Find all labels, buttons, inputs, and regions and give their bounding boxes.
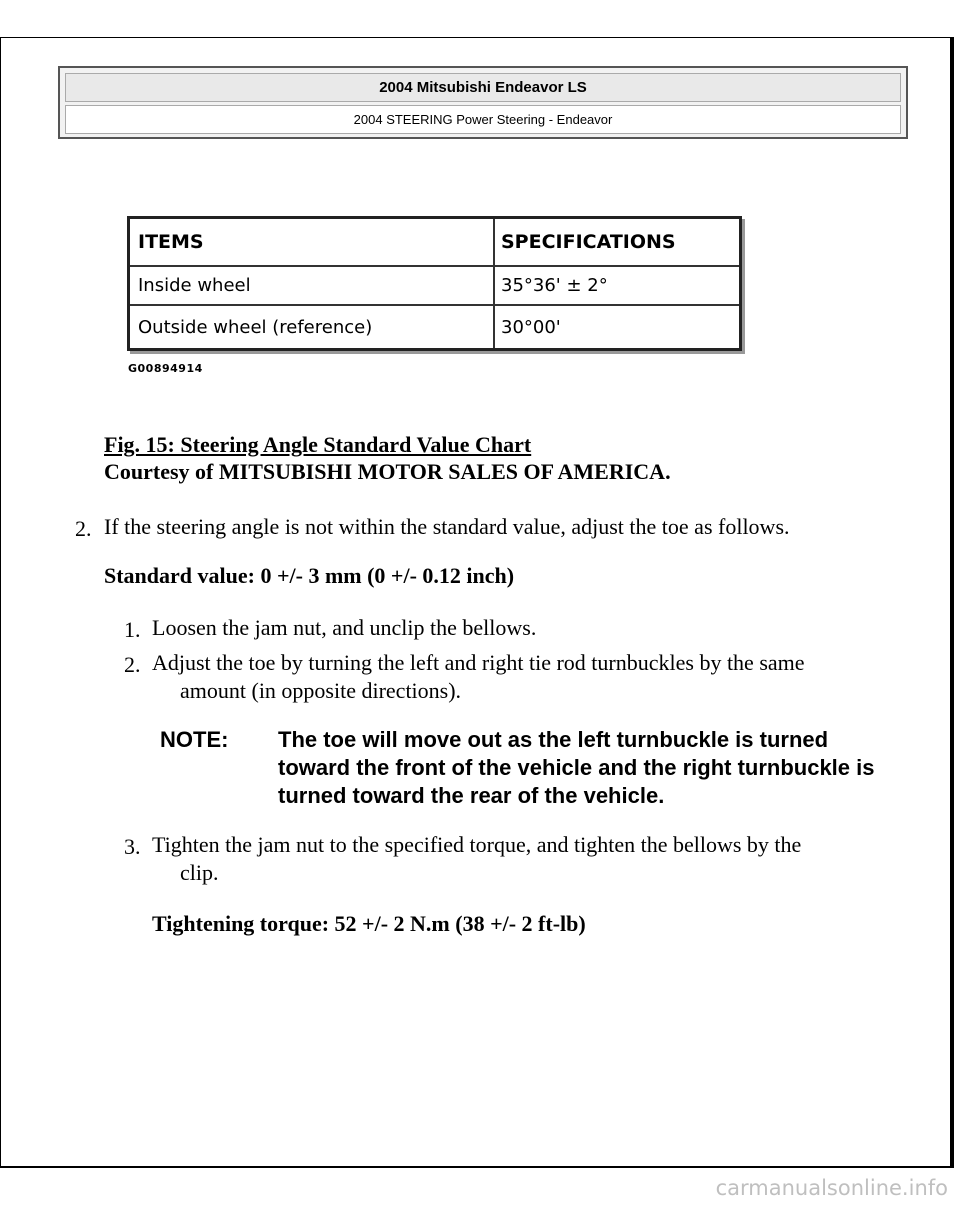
- table-row: [130, 267, 739, 306]
- figure-caption-link[interactable]: Fig. 15: Steering Angle Standard Value Chart: [104, 432, 532, 457]
- page-frame: [0, 37, 954, 1167]
- table-cell: Inside wheel: [130, 267, 495, 304]
- note-text: The toe will move out as the left turnbuckle is turned toward the front of the vehicle and the right turnbuckle is turned toward the rear of the vehicle.: [278, 727, 875, 808]
- page-bottom-rule: [0, 1166, 954, 1168]
- header-title: 2004 Mitsubishi Endeavor LS: [65, 73, 901, 102]
- steering-angle-table: [127, 216, 742, 351]
- substep-text-line1: Tighten the jam nut to the specified torque, and tighten the bellows by the: [152, 832, 802, 857]
- standard-value: Standard value: 0 +/- 3 mm (0 +/- 0.12 inch): [104, 563, 515, 588]
- table-cell: Outside wheel (reference): [130, 306, 495, 348]
- substep-text: Loosen the jam nut, and unclip the bellows.: [152, 615, 537, 640]
- table-cell: 30°00': [501, 316, 561, 338]
- tightening-torque: Tightening torque: 52 +/- 2 N.m (38 +/- 2 ft-lb): [152, 911, 586, 936]
- document-header: [58, 66, 908, 139]
- substep-number: 3.: [124, 834, 141, 859]
- substep-number: 2.: [124, 652, 141, 677]
- figure-courtesy: Courtesy of MITSUBISHI MOTOR SALES OF AMERICA.: [104, 459, 671, 484]
- step-number: 2.: [75, 516, 92, 541]
- table-row: [130, 306, 739, 348]
- note-label: NOTE:: [160, 727, 229, 752]
- watermark: carmanualsonline.info: [715, 1176, 948, 1200]
- column-header-items: ITEMS: [130, 219, 495, 265]
- substep-text-line1: Adjust the toe by turning the left and right tie rod turnbuckles by the same: [152, 650, 805, 675]
- spec-figure: [122, 212, 748, 382]
- column-header-specifications: SPECIFICATIONS: [501, 231, 676, 253]
- header-subtitle: 2004 STEERING Power Steering - Endeavor: [65, 105, 901, 134]
- table-cell: 35°36' ± 2°: [501, 275, 608, 296]
- table-header-row: [130, 219, 739, 267]
- step-text: If the steering angle is not within the standard value, adjust the toe as follows.: [104, 514, 790, 539]
- substep-number: 1.: [124, 617, 141, 642]
- substep-text-line2: clip.: [180, 860, 219, 885]
- figure-id: G00894914: [128, 362, 203, 375]
- substep-text-line2: amount (in opposite directions).: [180, 678, 462, 703]
